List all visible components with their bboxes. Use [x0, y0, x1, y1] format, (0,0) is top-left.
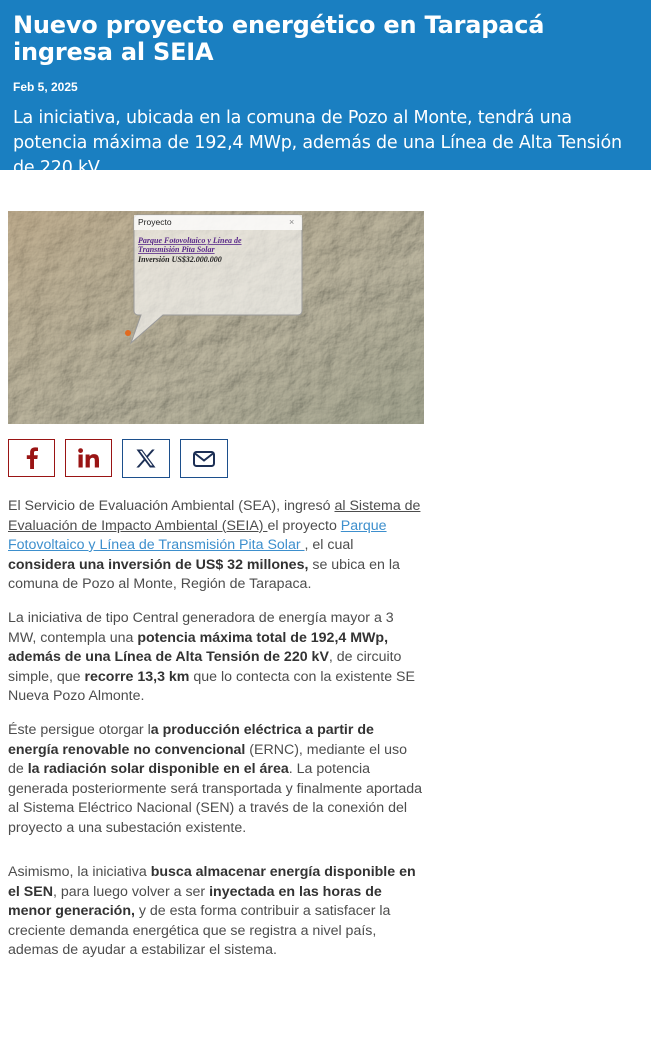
- share-facebook-button[interactable]: [8, 439, 55, 477]
- text: Asimismo, la iniciativa: [8, 864, 151, 880]
- text: que lo contecta con la existente SE Nueva Pozo Almonte.: [8, 668, 415, 704]
- seia-link[interactable]: al Sistema de Evaluación de Impacto Ambiental (SEIA): [8, 498, 421, 534]
- map-marker-icon[interactable]: [125, 330, 131, 336]
- popup-investment: Inversión US$32.000.000: [138, 255, 222, 264]
- popup-project-link-line1[interactable]: Parque Fotovoltaico y Línea de: [138, 236, 242, 245]
- text: se ubica en la comuna de Pozo al Monte, Región de Tarapaca.: [8, 556, 400, 592]
- linkedin-icon: [78, 448, 100, 468]
- text: el proyecto: [267, 517, 341, 534]
- text: , el cual: [304, 537, 354, 553]
- share-linkedin-button[interactable]: [65, 439, 112, 477]
- paragraph-2: [8, 609, 424, 707]
- text: y de esta forma contribuir a satisfacer la creciente demanda energética que se registra a nivel país, ademas de ayudar a estabilizar el sistema.: [8, 903, 391, 958]
- project-map-image: [8, 211, 424, 424]
- text: , para luego volver a ser: [52, 883, 210, 900]
- share-email-button[interactable]: [180, 439, 228, 478]
- text: . La potencia generada posteriormente será transportada y finalmente aportada al Sistema Eléctrico Nacional (SEN) a través de la conexión del proyecto a una subestación existente.: [8, 761, 423, 836]
- project-link[interactable]: Parque Fotovoltaico y Línea de Transmisión Pita Solar: [8, 517, 387, 553]
- bold-text: busca almacenar energía disponible en el SEN: [8, 864, 416, 900]
- paragraph-1: [8, 497, 424, 595]
- popup-heading: Proyecto: [138, 217, 172, 227]
- article-body: [8, 497, 424, 975]
- article-lead: La iniciativa, ubicada en la comuna de Pozo al Monte, tendrá una potencia máxima de 192,4 MWp, además de una Línea de Alta Tensión de 220 kV.: [13, 108, 622, 178]
- paragraph-3: [8, 721, 424, 838]
- text: El Servicio de Evaluación Ambiental (SEA), ingresó: [8, 498, 335, 514]
- bold-text: recorre 13,3 km: [84, 668, 190, 685]
- share-x-button[interactable]: [122, 439, 170, 478]
- facebook-icon: [25, 447, 39, 469]
- bold-text: considera una inversión de US$ 32 millones,: [8, 556, 313, 573]
- x-icon: [136, 449, 156, 468]
- mail-icon: [193, 451, 215, 467]
- paragraph-4: [8, 863, 424, 961]
- popup-project-link-line2[interactable]: Transmisión Pita Solar: [138, 245, 215, 254]
- text: La iniciativa de tipo Central generadora de energía mayor a 3 MW, contempla una: [8, 610, 394, 646]
- article-header: [0, 0, 651, 178]
- text: , de circuito simple, que: [8, 649, 402, 685]
- popup-close-icon[interactable]: ×: [289, 217, 295, 227]
- publish-date: Feb 5, 2025: [13, 80, 78, 94]
- bold-text: a producción eléctrica a partir de energía renovable no convencional: [8, 722, 374, 758]
- bold-text: inyectada en las horas de menor generación,: [8, 883, 382, 919]
- bold-text: potencia máxima total de 192,4 MWp, además de una Línea de Alta Tensión de 220 kV: [8, 629, 389, 665]
- bold-text: la radiación solar disponible en el área: [27, 761, 289, 777]
- article-title: Nuevo proyecto energético en Tarapacá ingresa al SEIA: [13, 11, 545, 66]
- text: Éste persigue otorgar l: [8, 722, 151, 738]
- text: (ERNC), mediante el uso de: [8, 741, 407, 777]
- share-bar: [8, 439, 228, 478]
